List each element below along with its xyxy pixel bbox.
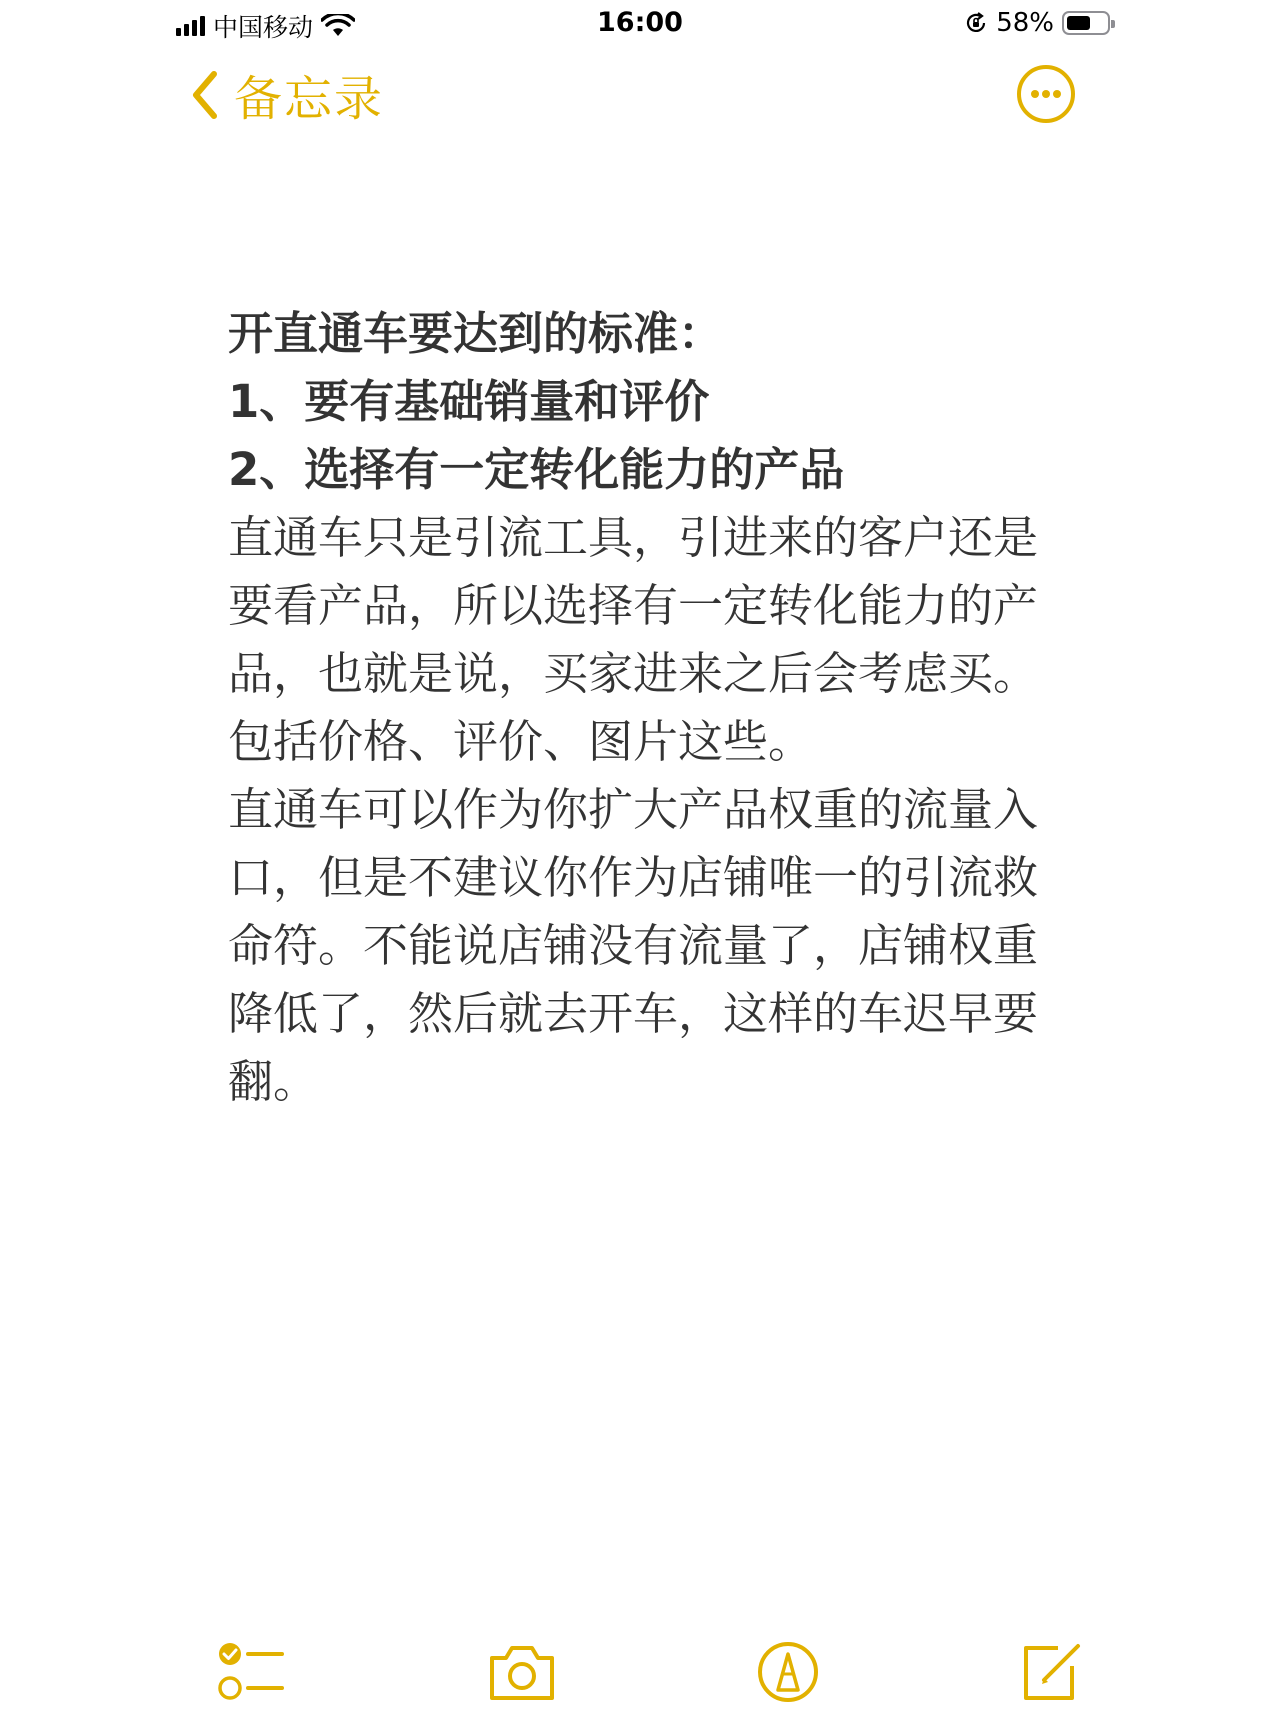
note-point-1: 1、要有基础销量和评价 [228, 375, 710, 428]
note-heading: 开直通车要达到的标准： [228, 307, 724, 360]
carrier-name: 中国移动 [213, 13, 314, 42]
rotation-lock-icon [964, 11, 988, 35]
status-right [964, 8, 1110, 38]
back-button[interactable] [190, 60, 384, 129]
navigation-bar [0, 56, 1280, 126]
compose-icon[interactable] [1016, 1640, 1088, 1704]
note-body[interactable] [228, 300, 1048, 1116]
clock: 16:00 [597, 7, 683, 38]
note-point-2: 2、选择有一定转化能力的产品 [228, 443, 845, 496]
status-bar [0, 0, 1280, 50]
note-paragraph-1: 直通车只是引流工具，引进来的客户还是要看产品，所以选择有一定转化能力的产品，也就是说，买家进来之后会考虑买。包括价格、评价、图片这些。 [228, 511, 1039, 768]
bottom-toolbar [0, 1640, 1280, 1710]
battery-percent: 58% [996, 8, 1054, 38]
battery-icon [1062, 11, 1110, 35]
note-paragraph-2: 直通车可以作为你扩大产品权重的流量入口，但是不建议你作为店铺唯一的引流救命符。不能说店铺没有流量了，店铺权重降低了，然后就去开车，这样的车迟早要翻。 [228, 783, 1039, 1108]
more-icon[interactable] [1016, 64, 1076, 124]
back-label: 备忘录 [234, 71, 385, 127]
markup-pen-icon[interactable] [752, 1640, 824, 1704]
camera-icon[interactable] [486, 1640, 558, 1704]
chevron-left-icon [190, 70, 220, 120]
checklist-icon[interactable] [216, 1640, 288, 1704]
